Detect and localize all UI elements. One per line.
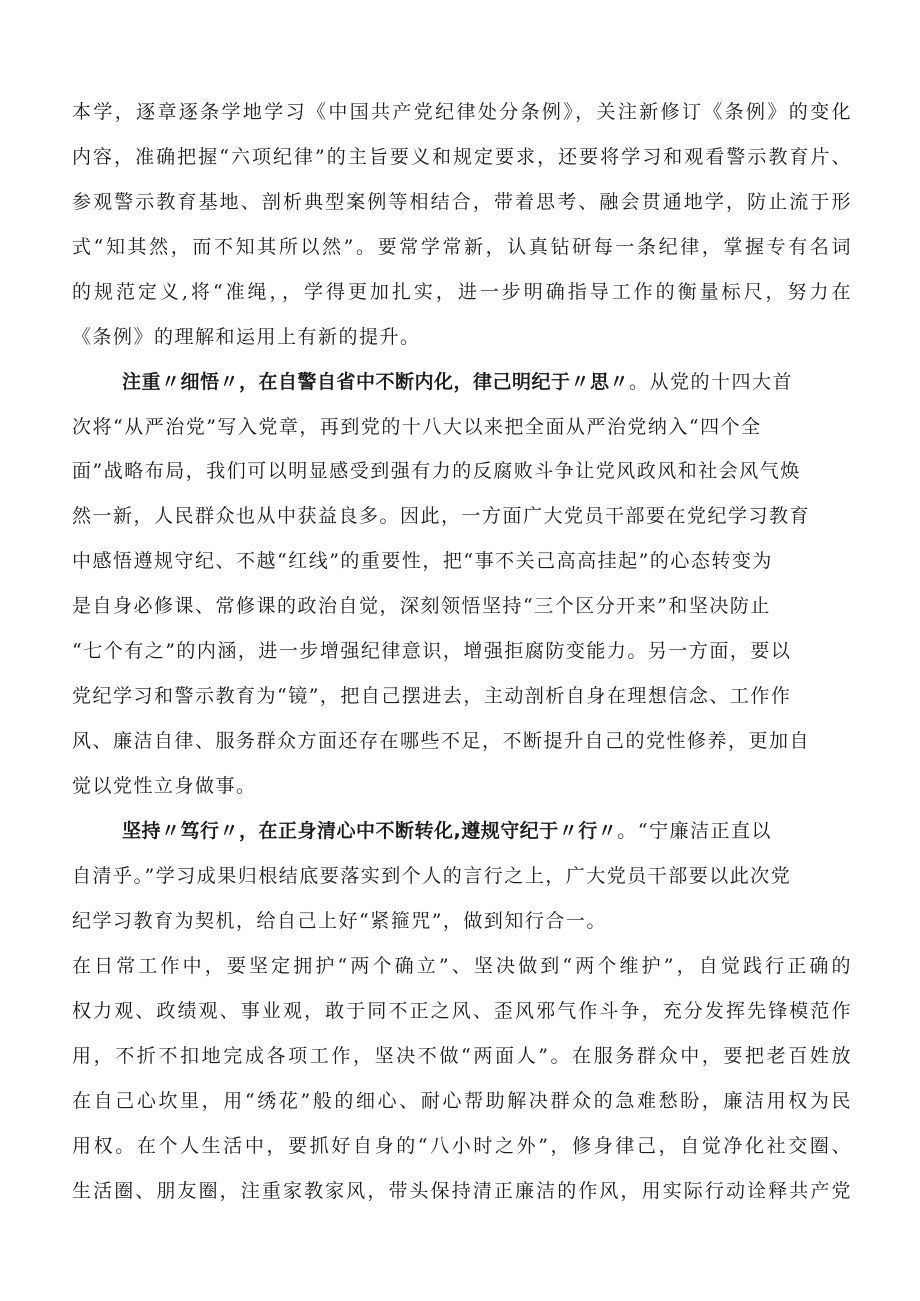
section-heading — [122, 818, 852, 844]
paragraph-line: 本学，逐章逐条学地学习《中国共产党纪律处分条例》，关注新修订《条例》的变化 — [72, 101, 852, 123]
section-heading — [122, 369, 852, 395]
section-heading-tail: 。从党的十四大首 — [629, 371, 794, 393]
paragraph-line: 然一新，人民群众也从中获益良多。因此，一方面广大党员干部要在党纪学习教育 — [72, 505, 811, 527]
section-heading-title: 坚持〃笃行〃，在正身清心中不断转化,遵规守纪于〃行〃 — [122, 820, 618, 842]
paragraph-line: 在自己心坎里，用“绣花”般的细心、耐心帮助解决群众的急难愁盼，廉洁用权为民 — [72, 1090, 852, 1112]
paragraph-line: 用权。在个人生活中，要抓好自身的“八小时之外”，修身律己，自觉净化社交圈、 — [72, 1135, 852, 1157]
paragraph-line: 《条例》的理解和运用上有新的提升。 — [72, 326, 421, 348]
paragraph-line: 的规范定义,将“准绳，，学得更加扎实，进一步明确指导工作的衡量标尺，努力在 — [72, 281, 852, 303]
paragraph-line: 次将“从严治党”写入党章，再到党的十八大以来把全面从严治党纳入“四个全 — [72, 416, 762, 438]
paragraph-line: 纪学习教育为契机，给自己上好“紧箍咒”，做到知行合一。 — [72, 910, 607, 932]
paragraph-line: 用，不折不扣地完成各项工作，坚决不做“两面人”。在服务群众中，要把老百姓放 — [72, 1045, 852, 1067]
paragraph-line: 权力观、政绩观、事业观，敢于同不正之风、歪风邪气作斗争，充分发挥先锋模范作 — [72, 1000, 852, 1022]
section-heading-title: 注重〃细悟〃，在自警自省中不断内化，律己明纪于〃思〃 — [122, 371, 630, 393]
paragraph-line: 在日常工作中，要坚定拥护“两个确立”、坚决做到“两个维护”，自觉践行正确的 — [72, 955, 852, 977]
paragraph-line: 觉以党性立身做事。 — [72, 775, 257, 797]
paragraph-line: 面”战略布局，我们可以明显感受到强有力的反腐败斗争让党风政风和社会风气焕 — [72, 460, 801, 482]
paragraph-line: 中感悟遵规守纪、不越“红线”的重要性，把“事不关己高高挂起”的心态转变为 — [72, 550, 773, 572]
paragraph-line: 式“知其然，而不知其所以然”。要常学常新，认真钻研每一条纪律，掌握专有名词 — [72, 236, 852, 258]
paragraph-line: 内容，准确把握“六项纪律”的主旨要义和规定要求，还要将学习和观看警示教育片、 — [72, 146, 852, 168]
paragraph-line: “七个有之”的内涵，进一步增强纪律意识，增强拒腐防变能力。另一方面，要以 — [72, 640, 792, 662]
paragraph-line: 参观警示教育基地、剖析典型案例等相结合，带着思考、融会贯通地学，防止流于形 — [72, 191, 852, 213]
section-heading-tail: 。“宁廉洁正直以 — [617, 820, 772, 842]
paragraph-line: 生活圈、朋友圈，注重家教家风，带头保持清正廉洁的作风，用实际行动诠释共产党 — [72, 1180, 852, 1202]
paragraph-line: 是自身必修课、常修课的政治自觉，深刻领悟坚持“三个区分开来”和坚决防止 — [72, 595, 771, 617]
paragraph-line: 党纪学习和警示教育为“镜”，把自己摆进去，主动剖析自身在理想信念、工作作 — [72, 685, 792, 707]
paragraph-line: 风、廉洁自律、服务群众方面还存在哪些不足，不断提升自己的党性修养，更加自 — [72, 730, 811, 752]
paragraph-line: 自清乎。”学习成果归根结底要落实到个人的言行之上，广大党员干部要以此次党 — [72, 865, 792, 887]
